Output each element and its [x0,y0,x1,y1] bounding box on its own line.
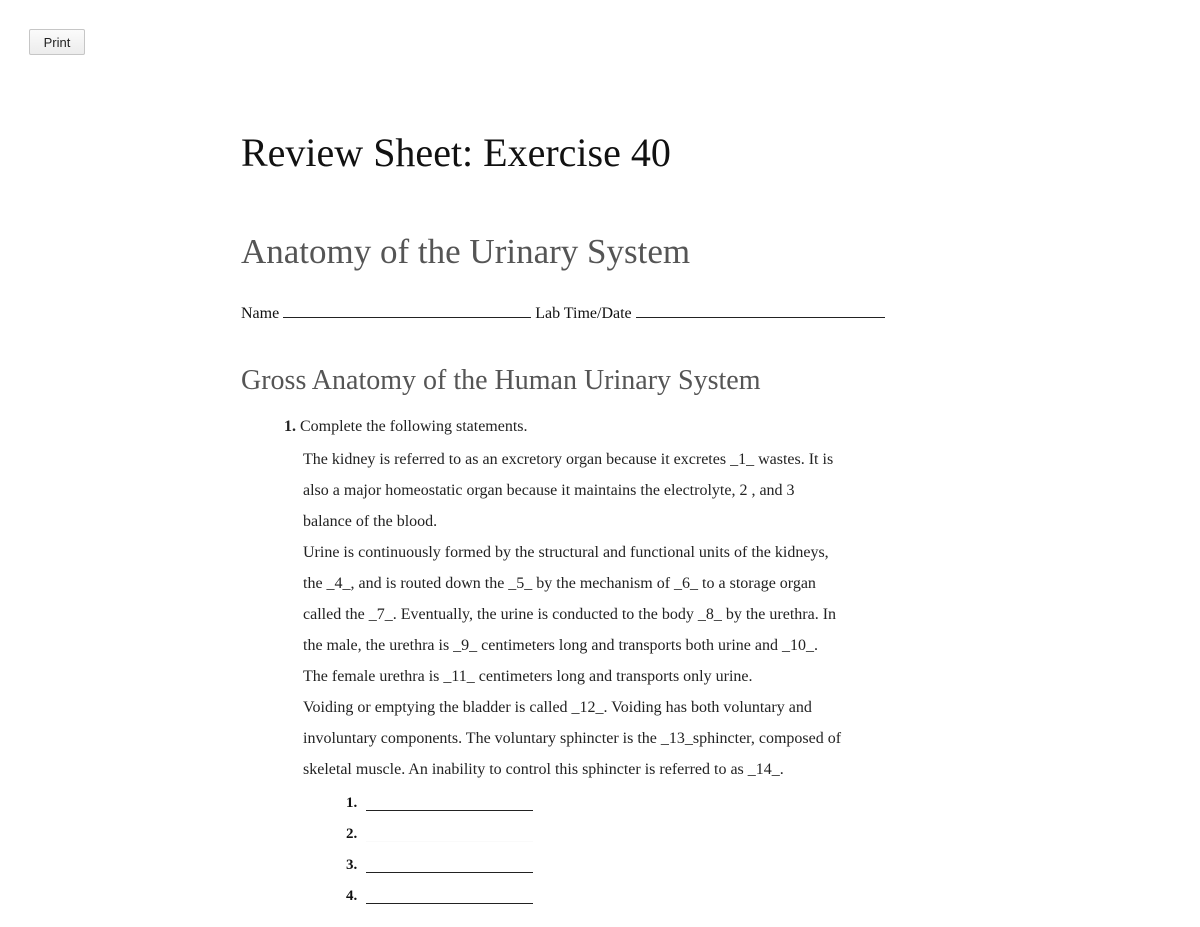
answer-row [346,881,533,912]
page-title: Review Sheet: Exercise 40 [241,130,671,175]
answer-field-3[interactable] [366,858,533,873]
paragraph-line: The kidney is referred to as an excretory organ because it excretes _1_ wastes. It is [303,451,834,468]
answer-row [346,850,533,881]
paragraph-line: Voiding or emptying the bladder is called _12_. Voiding has both voluntary and [303,699,812,716]
answer-row [346,819,533,850]
paragraph-line: The female urethra is _11_ centimeters long and transports only urine. [303,668,753,685]
paragraph-line: also a major homeostatic organ because it maintains the electrolyte, 2 , and 3 [303,482,795,499]
paragraph-line: involuntary components. The voluntary sphincter is the _13_sphincter, composed of [303,730,842,747]
question-prompt: Complete the following statements. [300,418,528,435]
lab-time-date-label: Lab Time/Date [535,305,632,322]
section-title: Gross Anatomy of the Human Urinary System [241,365,761,396]
paragraph-line: the _4_, and is routed down the _5_ by the mechanism of _6_ to a storage organ [303,575,816,592]
answer-list [346,788,533,912]
paragraph-line: skeletal muscle. An inability to control this sphincter is referred to as _14_. [303,761,784,778]
answer-label: 1. [346,795,358,811]
paragraph-1 [303,444,983,537]
question-number: 1. [284,418,296,435]
paragraph-line: Urine is continuously formed by the structural and functional units of the kidneys, [303,544,829,561]
question-1 [284,416,528,438]
answer-field-2[interactable] [366,827,533,842]
print-button[interactable]: Print [29,29,85,55]
answer-label: 3. [346,857,358,873]
lab-time-date-field[interactable] [636,303,885,318]
paragraph-3 [303,692,983,785]
paragraph-2 [303,537,983,692]
page-subtitle: Anatomy of the Urinary System [241,232,691,271]
name-lab-row [241,303,885,325]
answer-label: 4. [346,888,358,904]
name-field[interactable] [283,303,531,318]
answer-label: 2. [346,826,358,842]
paragraph-line: the male, the urethra is _9_ centimeters long and transports both urine and _10_. [303,637,818,654]
answer-field-4[interactable] [366,889,533,904]
answer-row [346,788,533,819]
name-label: Name [241,305,280,322]
paragraph-line: called the _7_. Eventually, the urine is conducted to the body _8_ by the urethra. In [303,606,837,623]
paragraph-line: balance of the blood. [303,513,438,530]
answer-field-1[interactable] [366,796,533,811]
